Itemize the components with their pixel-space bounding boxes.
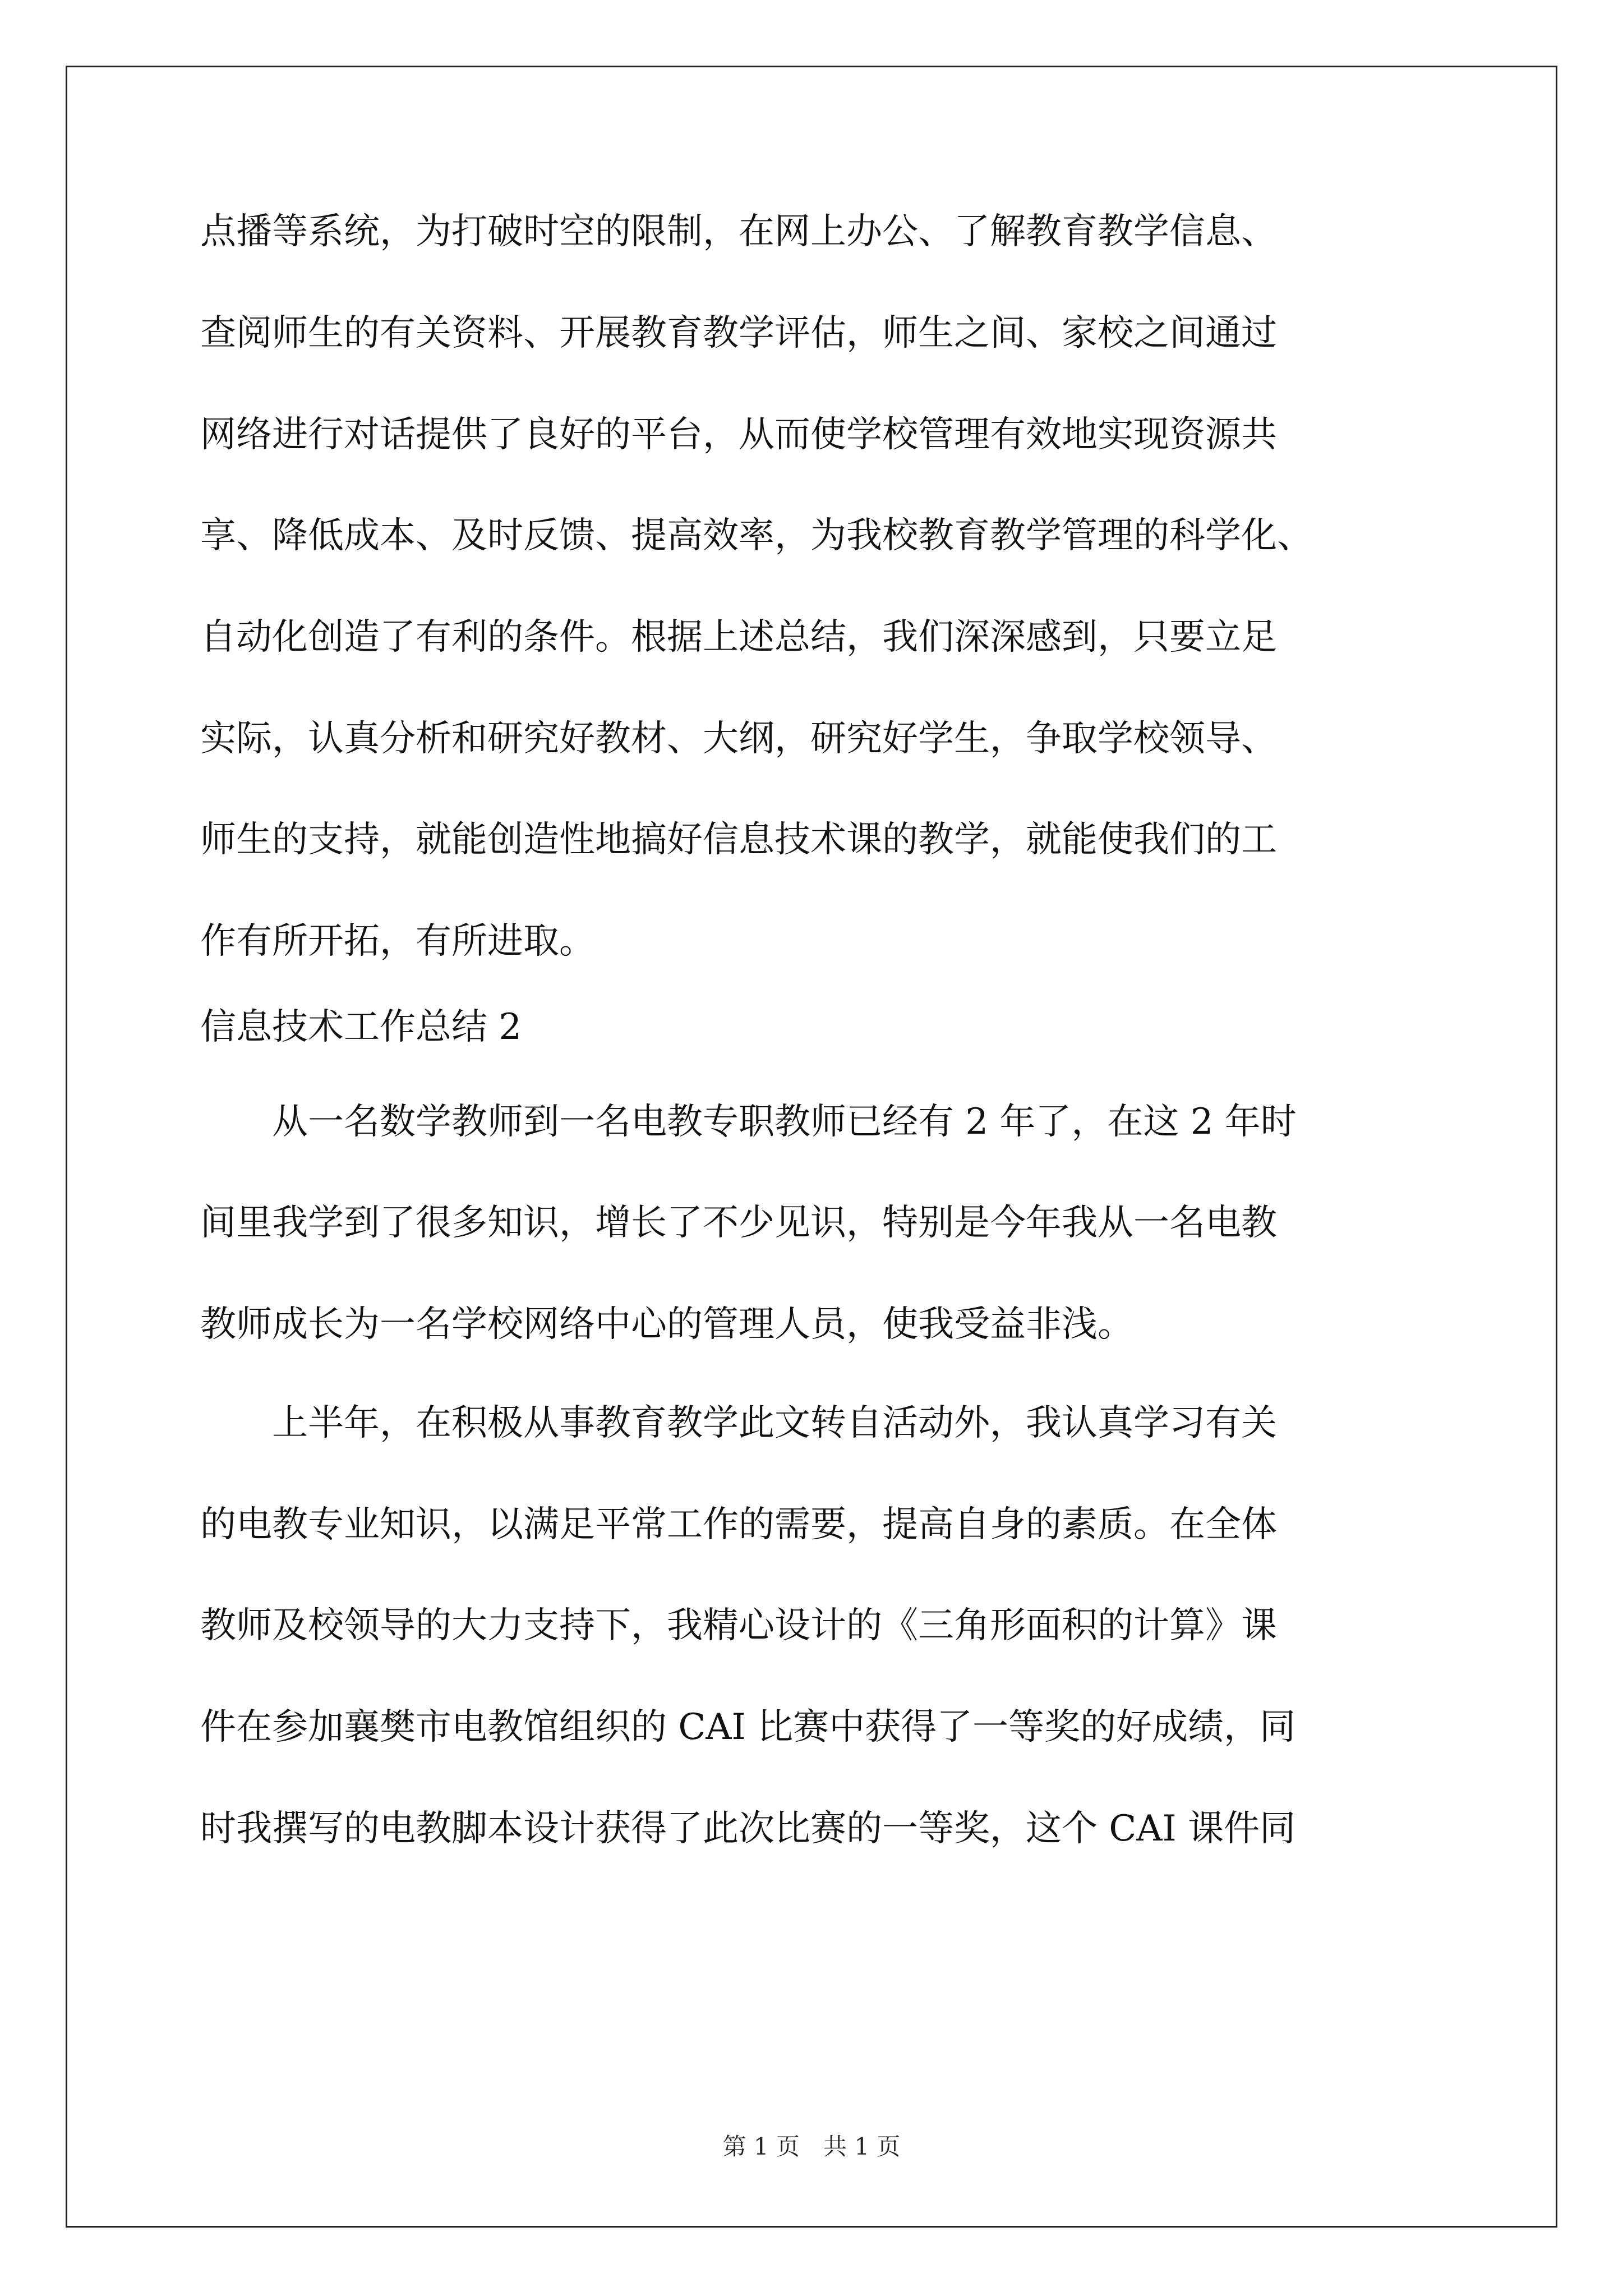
paragraph-line: 间里我学到了很多知识，增长了不少见识，特别是今年我从一名电教 — [200, 1202, 1277, 1244]
paragraph-line: 实际，认真分析和研究好教材、大纲，研究好学生，争取学校领导、 — [200, 718, 1277, 760]
paragraph-line: 师生的支持，就能创造性地搞好信息技术课的教学，就能使我们的工 — [200, 819, 1277, 861]
paragraph-line: 教师成长为一名学校网络中心的管理人员，使我受益非浅。 — [200, 1304, 1133, 1345]
paragraph-line: 的电教专业知识，以满足平常工作的需要，提高自身的素质。在全体 — [200, 1504, 1277, 1545]
section-heading: 信息技术工作总结 2 — [200, 1006, 522, 1048]
paragraph-line: 查阅师生的有关资料、开展教育教学评估，师生之间、家校之间通过 — [200, 312, 1277, 354]
paragraph-line: 自动化创造了有利的条件。根据上述总结，我们深深感到，只要立足 — [200, 616, 1277, 658]
paragraph-line: 教师及校领导的大力支持下，我精心设计的《三角形面积的计算》课 — [200, 1605, 1277, 1646]
paragraph-line: 享、降低成本、及时反馈、提高效率，为我校教育教学管理的科学化、 — [200, 515, 1313, 556]
paragraph-line: 从一名数学教师到一名电教专职教师已经有 2 年了，在这 2 年时 — [272, 1101, 1297, 1143]
paragraph-line: 时我撰写的电教脚本设计获得了此次比赛的一等奖，这个 CAI 课件同 — [200, 1808, 1296, 1849]
paragraph-line: 件在参加襄樊市电教馆组织的 CAI 比赛中获得了一等奖的好成绩，同 — [200, 1706, 1296, 1748]
page-footer: 第 1 页 共 1 页 — [722, 2133, 901, 2160]
paragraph-line: 网络进行对话提供了良好的平台，从而使学校管理有效地实现资源共 — [200, 414, 1277, 455]
paragraph-line: 作有所开拓，有所进取。 — [200, 921, 595, 962]
paragraph-line: 点播等系统，为打破时空的限制，在网上办公、了解教育教学信息、 — [200, 211, 1277, 252]
paragraph-line: 上半年，在积极从事教育教学此文转自活动外，我认真学习有关 — [272, 1402, 1277, 1444]
